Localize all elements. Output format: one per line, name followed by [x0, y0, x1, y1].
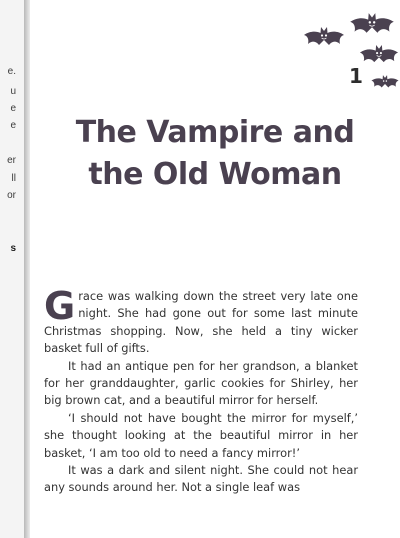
previous-page-fragment: er: [7, 155, 16, 166]
previous-page-fragment: s: [10, 243, 16, 254]
previous-page-fragment: e.: [7, 66, 16, 77]
bat-icon: [370, 72, 400, 92]
book-page: [30, 0, 400, 538]
previous-page-text: [0, 0, 24, 538]
bat-icon: [302, 24, 346, 50]
chapter-title-line: the Old Woman: [88, 157, 342, 192]
story-text: [44, 284, 358, 497]
story-paragraph: [44, 284, 358, 358]
chapter-title: [30, 112, 400, 196]
previous-page-fragment: e: [10, 103, 16, 114]
previous-page-fragment: ll: [11, 173, 16, 184]
story-paragraph: It was a dark and silent night. She could not hear any sounds around her. Not a single leaf was: [44, 463, 358, 495]
bat-icon: [358, 42, 400, 67]
chapter-title-line: The Vampire and: [75, 115, 355, 150]
previous-page-fragment: or: [7, 190, 16, 201]
story-paragraph: ‘I should not have bought the mirror for myself,’ she thought looking at the beautiful mirror in her basket, ‘I am too old to need a fancy mirror!’: [44, 410, 358, 460]
previous-page: [0, 0, 24, 538]
chapter-number: 1: [349, 64, 363, 88]
bat-icon: [348, 10, 396, 38]
paragraph-text: race was walking down the street very late one night. She had gone out for some last minute Christmas shopping. Now, she held a tiny wicker basket full of gifts.: [44, 289, 358, 356]
drop-cap: G: [44, 284, 76, 328]
story-paragraph: It had an antique pen for her grandson, a blanket for her granddaughter, garlic cookies for Shirley, her big brown cat, and a beautiful mirror for herself.: [44, 358, 358, 408]
previous-page-fragment: u: [10, 86, 16, 97]
previous-page-fragment: e: [10, 120, 16, 131]
